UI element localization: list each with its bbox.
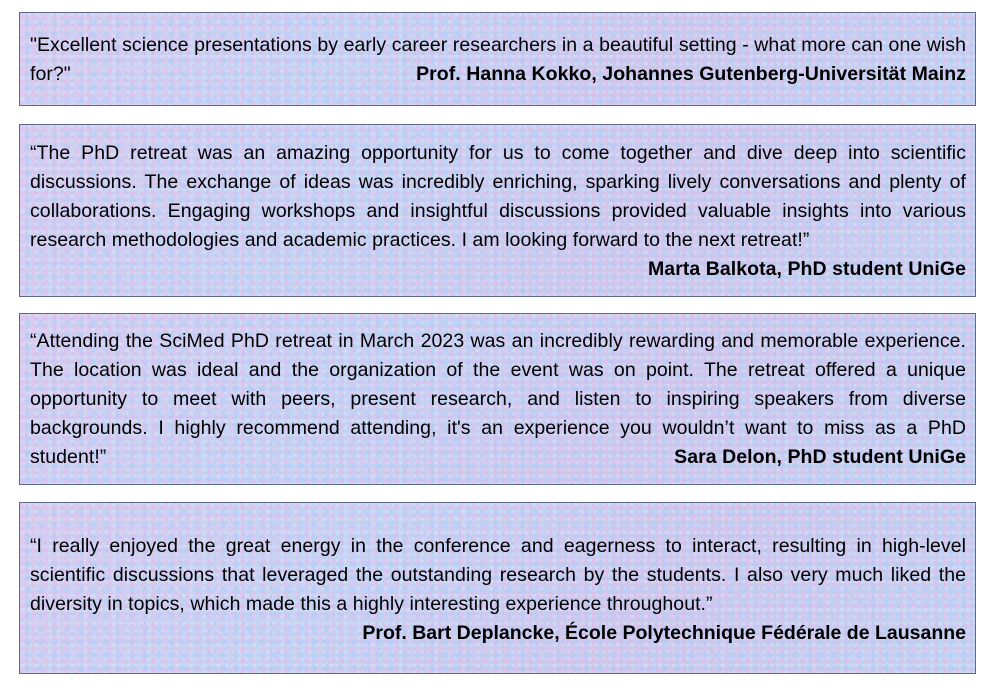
testimonial-text: "Excellent science presentations by early career researchers in a beautiful setting - what more can one wish for?" bbox=[30, 34, 966, 85]
testimonial-card-delon bbox=[19, 313, 976, 485]
testimonial-card-kokko bbox=[19, 12, 976, 106]
testimonial-text: “The PhD retreat was an amazing opportunity for us to come together and dive deep into scientific discussions. The exchange of ideas was incredibly enriching, sparking lively conversations and plenty of collaborations. Engaging workshops and insightful discussions provided valuable insights into various research methodologies and academic practices. I am looking forward to the next retreat!” bbox=[30, 142, 966, 251]
testimonial-quote bbox=[30, 139, 966, 284]
testimonial-text: “Attending the SciMed PhD retreat in March 2023 was an incredibly rewarding and memorable experience. The location was ideal and the organization of the event was on point. The retreat offered a unique opportunity to meet with peers, present research, and listen to inspiring speakers from diverse backgrounds. I highly recommend attending, it's an experience you wouldn’t want to miss as a PhD student!” bbox=[30, 330, 966, 468]
testimonial-author: Sara Delon, PhD student UniGe bbox=[674, 446, 966, 468]
testimonial-author: Marta Balkota, PhD student UniGe bbox=[648, 258, 966, 280]
testimonial-quote bbox=[30, 327, 966, 472]
testimonial-author: Prof. Bart Deplancke, École Polytechnique Fédérale de Lausanne bbox=[362, 622, 966, 644]
testimonial-card-deplancke bbox=[19, 502, 976, 674]
testimonial-quote bbox=[30, 31, 966, 89]
testimonial-card-balkota bbox=[19, 124, 976, 297]
testimonial-text: “I really enjoyed the great energy in the conference and eagerness to interact, resulting in high-level scientific discussions that leveraged the outstanding research by the students. I also very much liked the diversity in topics, which made this a highly interesting experience throughout.” bbox=[30, 535, 966, 615]
testimonial-quote bbox=[30, 532, 966, 619]
testimonial-author: Prof. Hanna Kokko, Johannes Gutenberg-Universität Mainz bbox=[416, 63, 966, 85]
